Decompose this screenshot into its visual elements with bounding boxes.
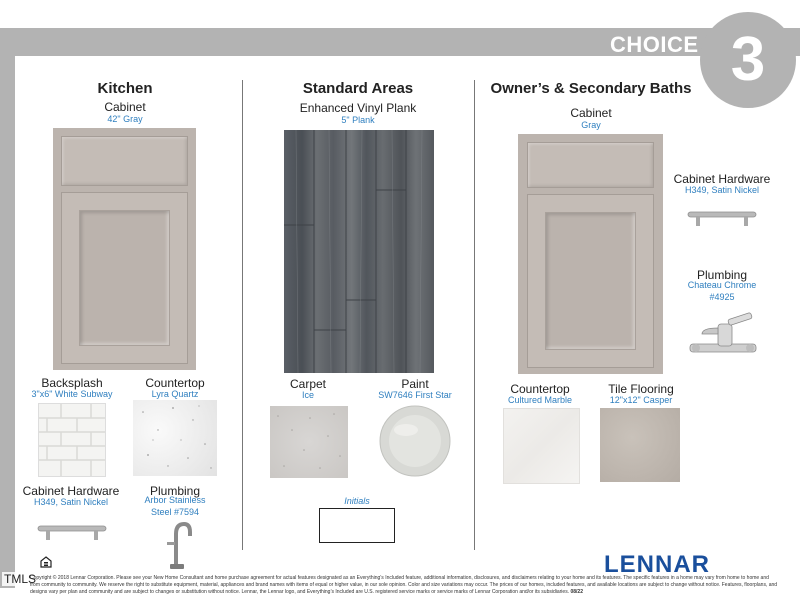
- kitchen-plumbing-label: Plumbing: [149, 484, 201, 498]
- speckle-texture: [133, 400, 217, 476]
- kitchen-hardware-value: H349, Satin Nickel: [33, 497, 109, 507]
- lyra-quartz-swatch: [133, 400, 217, 476]
- tile-flooring-label: Tile Flooring: [608, 382, 674, 396]
- kitchen-cabinet-image: [53, 128, 196, 370]
- bar-pull-icon: [36, 522, 108, 547]
- initials-label: Initials: [344, 496, 370, 506]
- backsplash-value: 3"x6" White Subway: [31, 389, 113, 399]
- carpet-texture: [270, 406, 348, 478]
- baths-plumbing-value-2: #4925: [709, 292, 735, 302]
- lennar-logo: LENNAR: [604, 551, 710, 578]
- baths-cabinet-image: [518, 134, 663, 374]
- baths-hardware-label: Cabinet Hardware: [673, 172, 771, 186]
- cabinet-door: [61, 192, 188, 364]
- standard-areas-title: Standard Areas: [302, 80, 414, 97]
- paint-value: SW7646 First Star: [378, 390, 452, 400]
- kitchen-title: Kitchen: [97, 80, 153, 97]
- tile-flooring-value: 12"x12" Casper: [609, 395, 673, 405]
- baths-cabinet-label: Cabinet: [570, 106, 612, 120]
- carpet-swatch: [270, 406, 348, 478]
- kitchen-faucet-icon: [160, 520, 192, 575]
- cabinet-drawer: [527, 142, 654, 188]
- baths-hardware-value: H349, Satin Nickel: [684, 185, 760, 195]
- kitchen-countertop-value: Lyra Quartz: [151, 389, 199, 399]
- legal-text: Copyright © 2018 Lennar Corporation. Please see your New Home Consultant and home purchase agreement for actual features designated as an Everything’s Included feature, additional information, disclosures, and disclaimers relating to your home and its features. The specific features in a home may vary from home to home and from community to community. We reserve the right to substitute equipment, material, appliances and brand names with items of equal or higher value, in our sole opinion. Color and size variations may occur. The prices of our homes, included features, and available locations are subject to change without notice. Features, floorplans, and designs vary per plan and community and are subject to changes or substitution without notice. Lennar, the Lennar logo, and Everything’s Included are U.S. registered service marks or service marks of Lennar Corporation and/or its subsidiaries.: [30, 575, 778, 595]
- initials-input[interactable]: [319, 508, 395, 543]
- baths-countertop-label: Countertop: [510, 382, 570, 396]
- floor-label: Enhanced Vinyl Plank: [299, 101, 417, 115]
- kitchen-plumbing-value-1: Arbor Stainless: [144, 495, 206, 505]
- cabinet-door-panel: [545, 212, 636, 350]
- bar-pull-icon: [686, 208, 758, 233]
- carpet-label: Carpet: [289, 377, 327, 391]
- equal-housing-icon: [40, 555, 52, 573]
- cabinet-drawer: [61, 136, 188, 186]
- plank-grain: [284, 130, 434, 373]
- baths-cabinet-value: Gray: [581, 120, 601, 130]
- choice-number: 3: [730, 25, 766, 94]
- baths-countertop-value: Cultured Marble: [507, 395, 573, 405]
- cultured-marble-swatch: [503, 408, 580, 484]
- kitchen-cabinet-label: Cabinet: [104, 100, 146, 114]
- left-frame-bar: [0, 28, 15, 588]
- casper-tile-swatch: [600, 408, 680, 482]
- kitchen-plumbing-value-2: Steel #7594: [150, 507, 200, 517]
- baths-title: Owner’s & Secondary Baths: [490, 80, 692, 97]
- legal-date: 08/22: [570, 589, 583, 595]
- baths-plumbing-value-1: Chateau Chrome: [687, 280, 757, 290]
- cabinet-door-panel: [79, 210, 170, 346]
- kitchen-cabinet-value: 42" Gray: [107, 114, 143, 124]
- carpet-value: Ice: [301, 390, 314, 400]
- kitchen-hardware-label: Cabinet Hardware: [22, 484, 120, 498]
- column-divider-2: [474, 80, 475, 550]
- cabinet-door: [527, 194, 654, 368]
- backsplash-label: Backsplash: [41, 376, 103, 390]
- backsplash-swatch: [38, 403, 106, 477]
- paint-label: Paint: [401, 377, 429, 391]
- baths-plumbing-label: Plumbing: [696, 268, 748, 282]
- bath-faucet-icon: [688, 310, 760, 361]
- column-divider-1: [242, 80, 243, 550]
- vinyl-plank-swatch: [284, 130, 434, 373]
- kitchen-countertop-label: Countertop: [145, 376, 205, 390]
- floor-value: 5" Plank: [341, 115, 375, 125]
- subway-tile-pattern: [39, 404, 105, 476]
- choice-label: CHOICE: [610, 32, 699, 57]
- mls-overlay-text: TMLS: [4, 572, 37, 586]
- paint-swatch: [378, 404, 452, 483]
